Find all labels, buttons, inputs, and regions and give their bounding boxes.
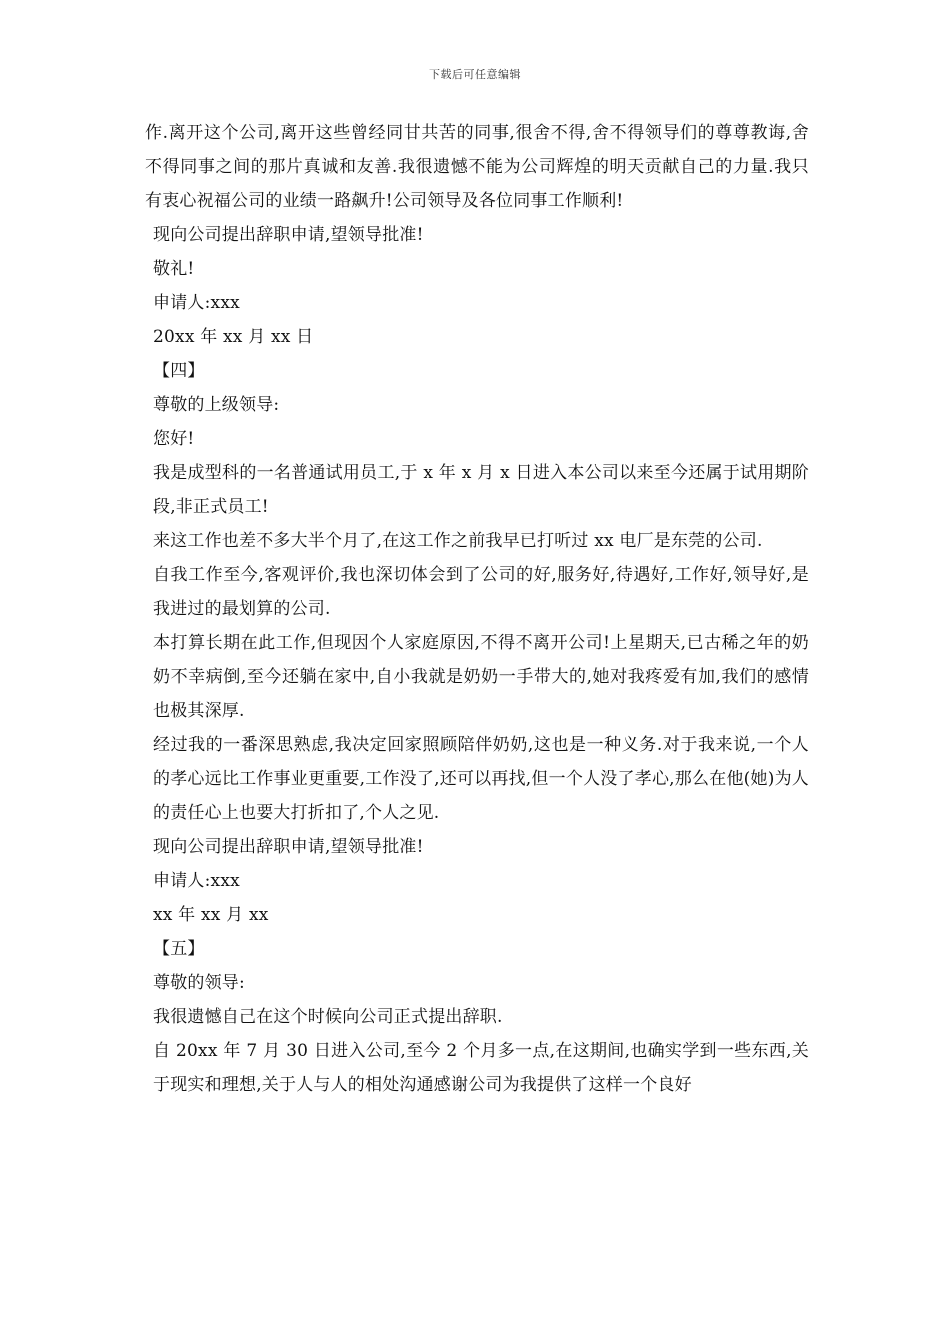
paragraph: 现向公司提出辞职申请,望领导批准! (153, 225, 424, 245)
paragraph: 20xx 年 xx 月 xx 日 (153, 327, 314, 347)
section-heading: 【四】 (153, 361, 205, 381)
paragraph: 敬礼! (153, 259, 195, 279)
paragraph: 申请人:xxx (153, 871, 240, 891)
document-body (145, 116, 809, 1102)
paragraph: 我是成型科的一名普通试用员工,于 x 年 x 月 x 日进入本公司以来至今还属于试用期阶段,非正式员工! (153, 463, 809, 517)
paragraph: 本打算长期在此工作,但现因个人家庭原因,不得不离开公司!上星期天,已古稀之年的奶奶不幸病倒,至今还躺在家中,自小我就是奶奶一手带大的,她对我疼爱有加,我们的感情也极其深厚. (153, 633, 809, 721)
salutation: 尊敬的上级领导: (153, 395, 280, 415)
page-header: 下载后可任意编辑 (429, 68, 521, 81)
salutation: 尊敬的领导: (153, 973, 245, 993)
paragraph: 现向公司提出辞职申请,望领导批准! (153, 837, 424, 857)
paragraph: 来这工作也差不多大半个月了,在这工作之前我早已打听过 xx 电厂是东莞的公司. (153, 531, 763, 551)
paragraph: 我很遗憾自己在这个时候向公司正式提出辞职. (153, 1007, 503, 1027)
paragraph: 作.离开这个公司,离开这些曾经同甘共苦的同事,很舍不得,舍不得领导们的尊尊教诲,舍不得同事之间的那片真诚和友善.我很遗憾不能为公司辉煌的明天贡献自己的力量.我只有衷心祝福公司的业绩一路飙升!公司领导及各位同事工作顺利! (145, 123, 809, 211)
paragraph: xx 年 xx 月 xx (153, 905, 269, 925)
paragraph: 申请人:xxx (153, 293, 240, 313)
paragraph: 自我工作至今,客观评价,我也深切体会到了公司的好,服务好,待遇好,工作好,领导好,是我进过的最划算的公司. (153, 565, 809, 619)
paragraph: 您好! (153, 429, 195, 449)
paragraph: 自 20xx 年 7 月 30 日进入公司,至今 2 个月多一点,在这期间,也确实学到一些东西,关于现实和理想,关于人与人的相处沟通感谢公司为我提供了这样一个良好 (153, 1041, 809, 1095)
paragraph: 经过我的一番深思熟虑,我决定回家照顾陪伴奶奶,这也是一种义务.对于我来说,一个人的孝心远比工作事业更重要,工作没了,还可以再找,但一个人没了孝心,那么在他(她)为人的责任心上也要大打折扣了,个人之见. (153, 735, 809, 823)
section-heading: 【五】 (153, 939, 205, 959)
